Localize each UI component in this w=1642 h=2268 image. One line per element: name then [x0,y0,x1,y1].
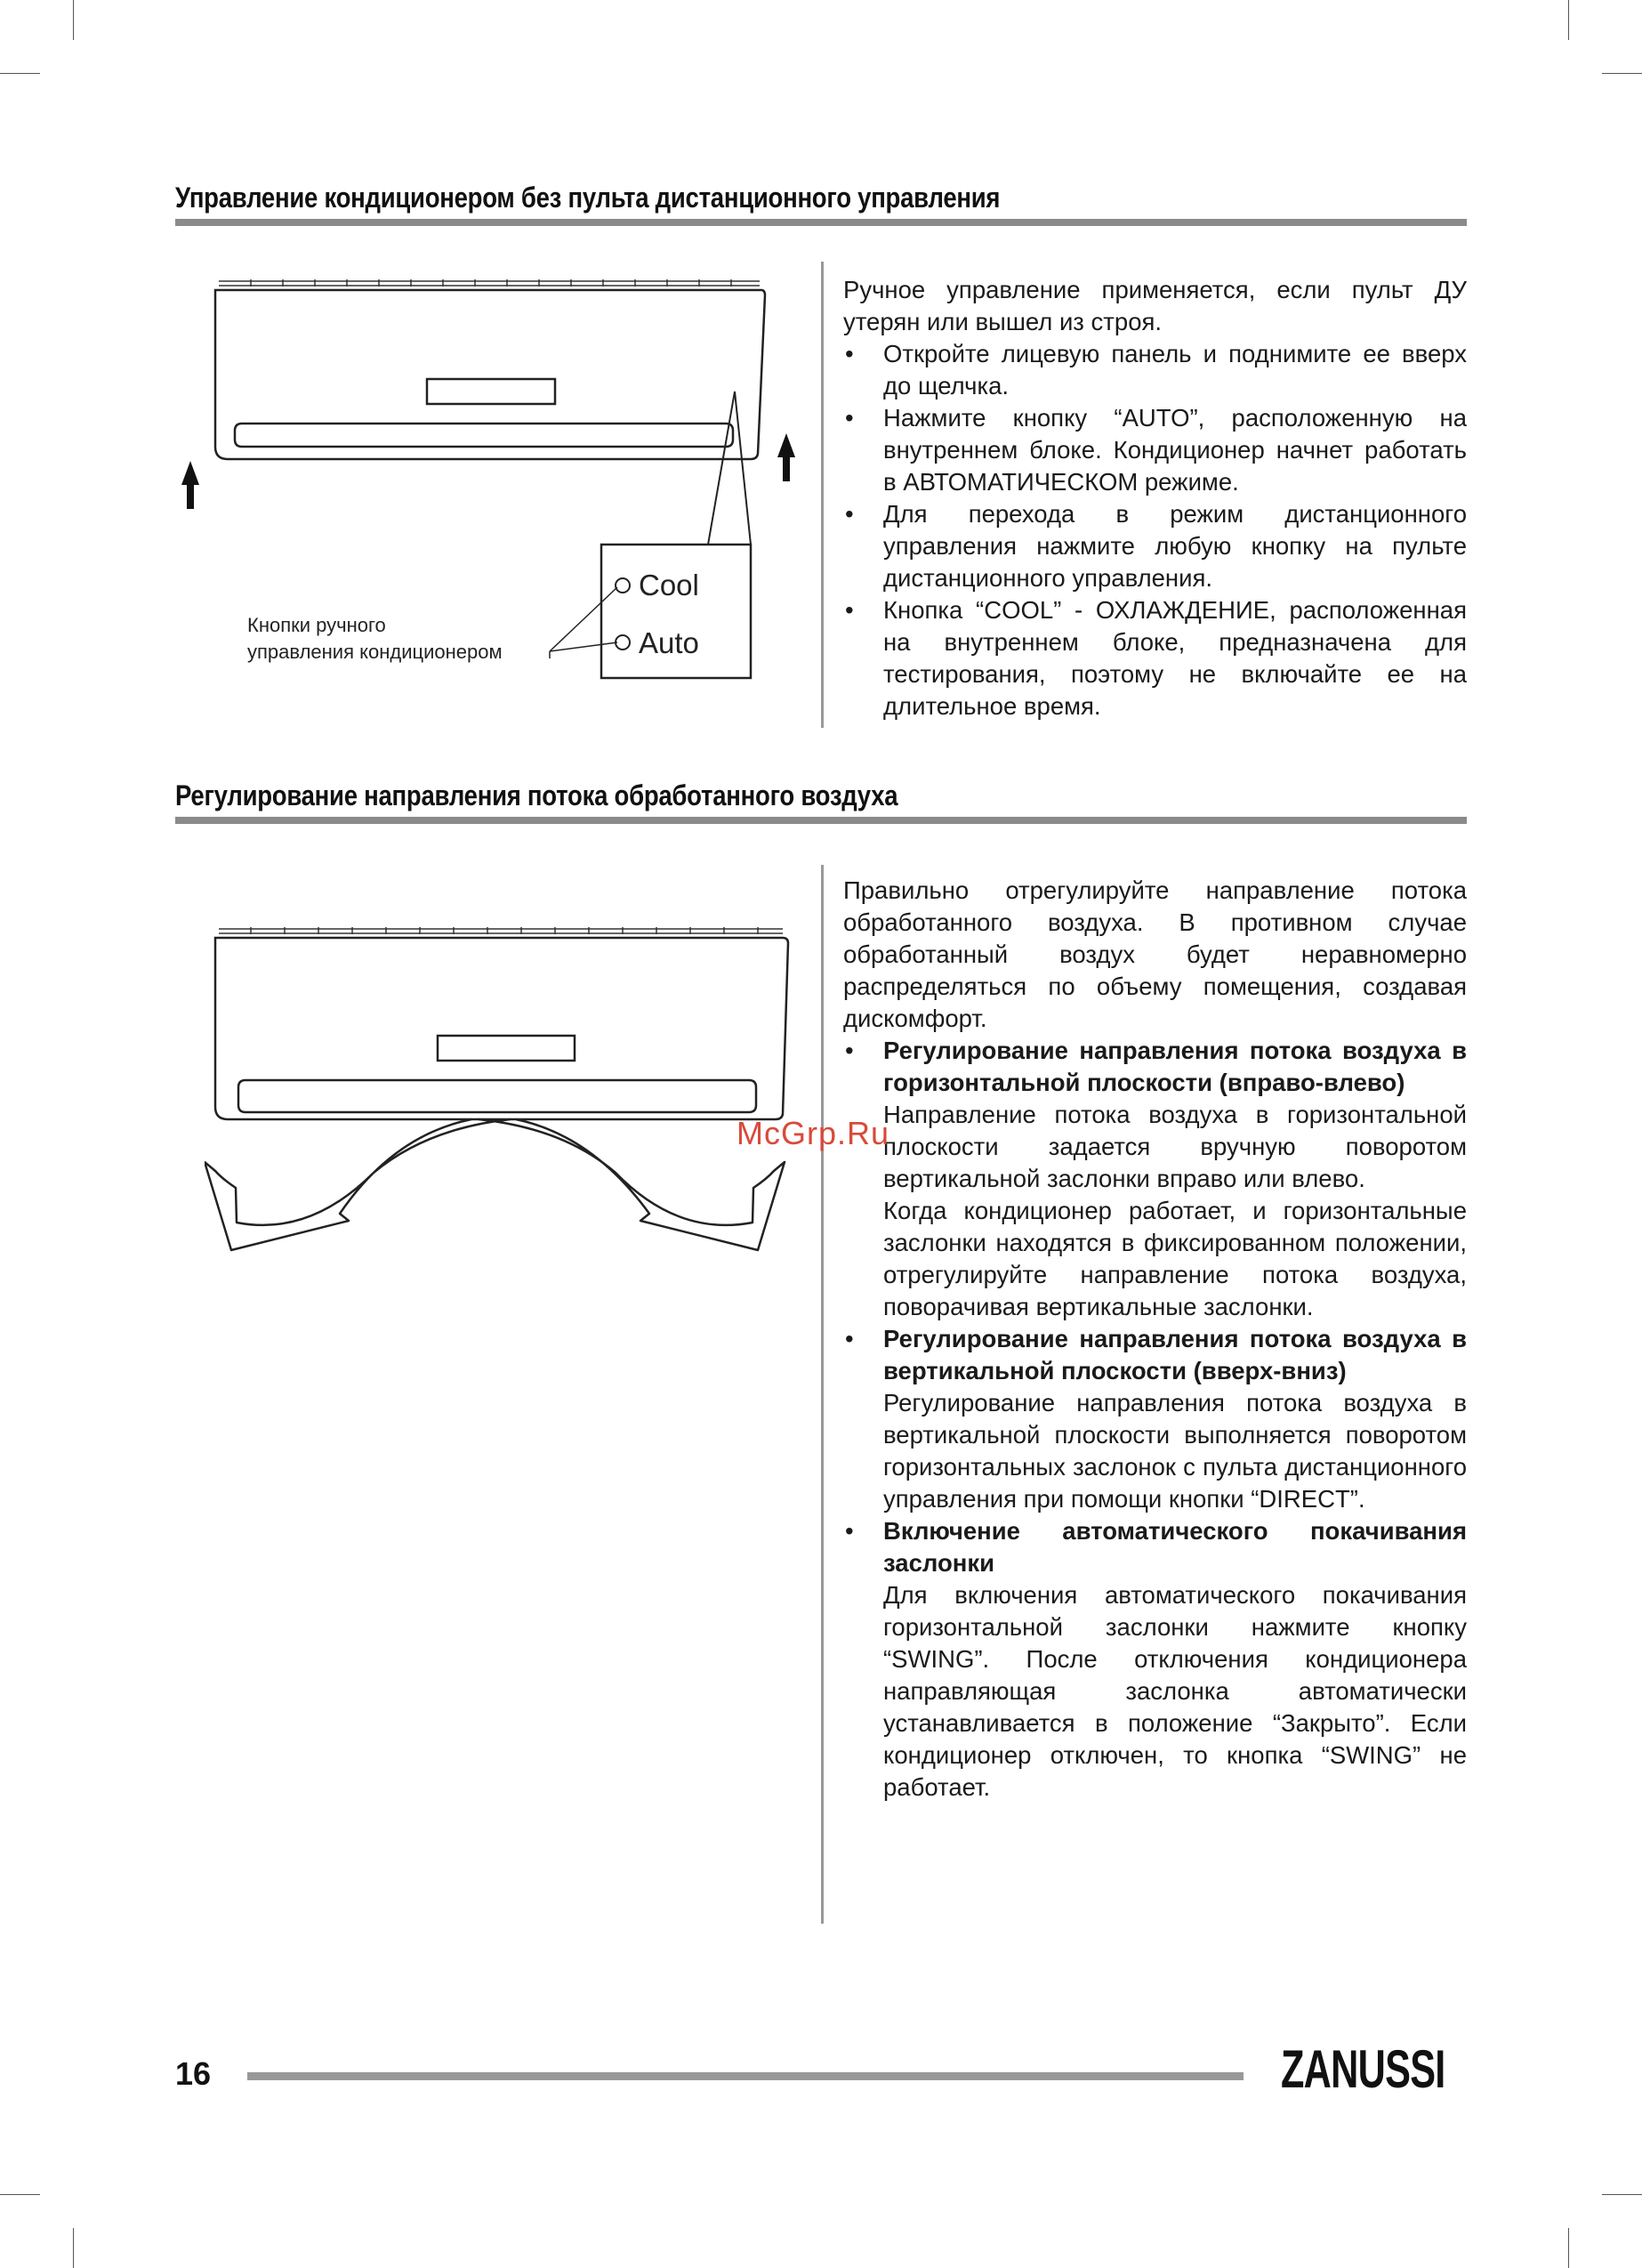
manual-control-text [843,274,1467,722]
watermark: McGrp.Ru [736,1115,890,1151]
list-item [843,1035,1467,1323]
list-item: • Нажмите кнопку “AUTO”, расположенную на внутреннем блоке. Кондиционер начнет работать в АВТОМАТИЧЕСКОМ режиме. [843,402,1467,498]
crop-mark [1602,73,1642,74]
callout-text-line1: Кнопки ручного [247,614,386,636]
list-item [843,1515,1467,1804]
column-divider [821,865,824,1924]
manual-control-intro: Ручное управление применяется, если пульт ДУ утерян или вышел из строя. [843,276,1467,335]
section-rule [175,219,1467,226]
section-title-manual-control: Управление кондиционером без пульта дистанционного управления [175,182,1001,214]
crop-mark [1568,0,1569,40]
list-item: • Для перехода в режим дистанционного управления нажмите любую кнопку на пульте дистанционного управления. [843,498,1467,594]
button-cool-label: Cool [639,569,699,601]
crop-mark [1602,2194,1642,2195]
airflow-text [843,875,1467,1804]
item-heading: • Регулирование направления потока воздуха в горизонтальной плоскости (вправо-влево) [883,1037,1467,1096]
list-item: • Откройте лицевую панель и поднимите ее вверх до щелчка. [843,338,1467,402]
item-heading: • Включение автоматического покачивания заслонки [883,1517,1467,1577]
page-number: 16 [175,2055,212,2092]
section-rule [175,817,1467,824]
figure-indoor-unit-manual-buttons [160,267,801,694]
crop-mark [1568,2228,1569,2268]
crop-mark [0,2194,40,2195]
manual-control-list [843,338,1467,722]
column-divider [821,262,824,728]
list-item: • Кнопка “COOL” - ОХЛАЖДЕНИЕ, расположенная на внутреннем блоке, предназначена для тестирования, поэтому не включайте ее на длительное время. [843,594,1467,722]
button-auto-label: Auto [639,626,699,659]
crop-mark [73,0,74,40]
item-paragraph: Регулирование направления потока воздуха в вертикальной плоскости выполняется поворотом горизонтальных заслонок с пульта дистанционного управления при помощи кнопки “DIRECT”. [883,1389,1467,1513]
brand-logo: ZANUSSI [1281,2039,1445,2099]
crop-mark [73,2228,74,2268]
figure-indoor-unit-airflow [205,916,801,1281]
item-paragraph: Для включения автоматического покачивания горизонтальной заслонки нажмите кнопку “SWING”. После отключения кондиционера направляющая заслонка автоматически устанавливается в положение “Закрыто”. Если кондиционер отключен, то кнопка “SWING” не работает. [883,1581,1467,1801]
airflow-intro: Правильно отрегулируйте направление потока обработанного воздуха. В противном случае обработанный воздух будет неравномерно распределяться по объему помещения, создавая дискомфорт. [843,876,1467,1032]
section-title-airflow: Регулирование направления потока обработанного воздуха [175,779,898,811]
footer-rule [247,2072,1244,2080]
item-paragraph: Направление потока воздуха в горизонтальной плоскости задается вручную поворотом вертикальной заслонки вправо или влево. [883,1101,1467,1192]
item-paragraph: Когда кондиционер работает, и горизонтальные заслонки находятся в фиксированном положении, отрегулируйте направление потока воздуха, поворачивая вертикальные заслонки. [883,1197,1467,1320]
item-heading: • Регулирование направления потока воздуха в вертикальной плоскости (вверх-вниз) [883,1325,1467,1384]
list-item [843,1323,1467,1515]
airflow-list [843,1035,1467,1804]
crop-mark [0,73,40,74]
callout-text-line2: управления кондиционером [247,641,503,663]
